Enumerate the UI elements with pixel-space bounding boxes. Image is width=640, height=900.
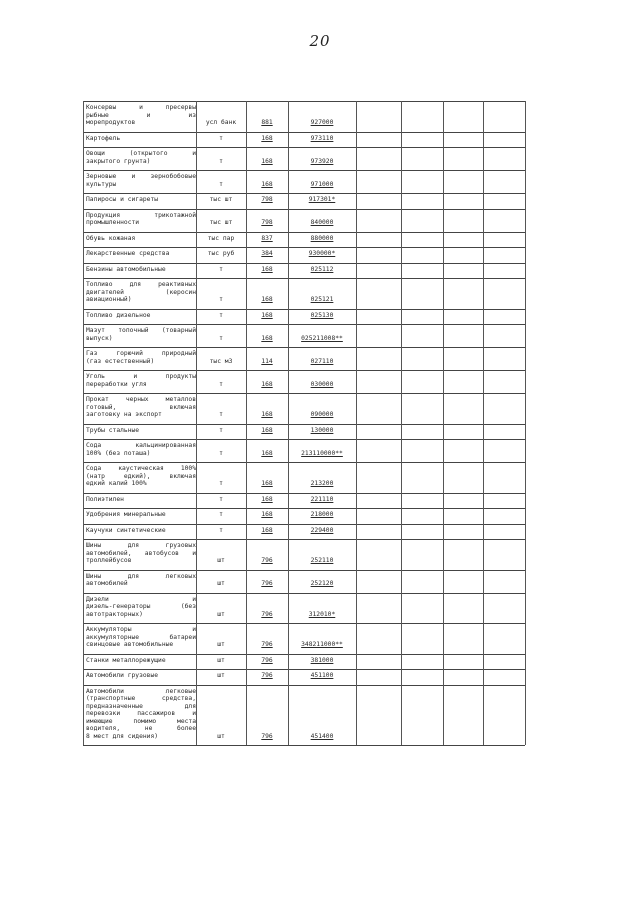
okp-code-cell: 025121 [310, 296, 334, 303]
unit-cell: т [219, 380, 223, 388]
unit-cell: т [219, 296, 223, 303]
okp-code-cell: 451400 [310, 732, 334, 740]
okp-code-cell: 090000 [310, 411, 334, 418]
column-divider [83, 101, 84, 745]
product-name-cell [86, 327, 196, 342]
product-name-cell [86, 266, 196, 274]
product-name-line: едкий калий 100% [86, 480, 147, 487]
table-row [83, 132, 525, 148]
unit-cell: тыс руб [207, 250, 235, 257]
product-name-cell [86, 235, 196, 243]
product-name-line: Каучуки синтетические [86, 526, 166, 534]
product-name-line: Дизели и [86, 595, 196, 603]
product-name-line: закрытого грунта) [86, 157, 151, 165]
unit-cell: т [219, 526, 223, 534]
table-row [83, 654, 525, 670]
product-name-line: переработки угля [86, 380, 147, 388]
product-name-cell [86, 135, 196, 143]
product-name-line: Топливо дизельное [86, 311, 151, 319]
okp-code-cell: 027110 [310, 357, 334, 365]
column-divider [246, 101, 247, 745]
okei-code-cell: 796 [261, 656, 273, 664]
table-row [83, 593, 525, 624]
okei-code-cell: 796 [261, 580, 273, 587]
okei-code-cell: 796 [261, 610, 273, 618]
okei-code-cell: 168 [261, 411, 273, 418]
unit-cell: усл банк [205, 119, 237, 126]
okei-code-cell: 168 [261, 380, 273, 388]
product-name-cell [86, 688, 196, 741]
column-divider [401, 101, 402, 745]
product-name-line: 100% (без поташа) [86, 449, 151, 457]
okp-code-cell: 973920 [310, 157, 334, 165]
column-divider [483, 101, 484, 745]
okei-code-cell: 168 [261, 449, 273, 457]
unit-cell: т [219, 334, 223, 342]
column-divider [525, 101, 526, 745]
product-name-line: рыбные и из [86, 111, 196, 119]
okp-code-cell: 221110 [310, 495, 334, 503]
product-name-line: авиационный) [86, 296, 132, 303]
product-name-line: выпуск) [86, 334, 113, 342]
table-row [83, 347, 525, 370]
product-name-line: Аккумуляторы и [86, 626, 196, 633]
table-row [83, 193, 525, 209]
product-name-cell [86, 527, 196, 535]
table-row [83, 147, 525, 170]
product-name-line: аккумуляторные батареи [86, 633, 196, 641]
table-row [83, 101, 525, 132]
product-name-line: автомобилей, автобусов и [86, 549, 196, 557]
unit-cell: т [219, 426, 223, 434]
product-name-line: Сода кальцинированная [86, 442, 196, 449]
okp-code-cell: 381000 [310, 656, 334, 664]
okei-code-cell: 168 [261, 180, 273, 188]
product-name-cell [86, 511, 196, 519]
product-name-line: автомобилей [86, 580, 128, 587]
product-name-cell [86, 657, 196, 665]
okei-code-cell: 168 [261, 134, 273, 142]
page-number: 20 [309, 32, 331, 50]
okei-code-cell: 796 [261, 732, 273, 740]
product-name-line: Автомобили легковые [86, 687, 196, 695]
product-name-line: Шины для легковых [86, 572, 196, 580]
okei-code-cell: 168 [261, 334, 273, 342]
product-name-line: промышленности [86, 219, 140, 226]
okei-code-cell: 168 [261, 426, 273, 434]
table-row [83, 278, 525, 309]
product-name-cell [86, 442, 196, 457]
table-row [83, 424, 525, 440]
product-name-line: морепродуктов [86, 119, 136, 126]
unit-cell: тыс пар [207, 234, 235, 242]
okei-code-cell: 168 [261, 296, 273, 303]
product-name-line: (натр едкий), включая [86, 472, 196, 480]
table-row [83, 263, 525, 279]
okp-code-cell: 451100 [310, 672, 334, 679]
unit-cell: т [219, 311, 223, 319]
okei-code-cell: 168 [261, 311, 273, 319]
unit-cell: т [219, 157, 223, 165]
table-row [83, 570, 525, 593]
okp-code-cell: 213200 [310, 480, 334, 487]
statistics-table [83, 101, 525, 746]
product-name-line: имеющие помимо места [86, 717, 196, 725]
okei-code-cell: 796 [261, 672, 273, 679]
product-name-cell [86, 672, 196, 680]
product-name-cell [86, 250, 196, 258]
product-name-line: (газ естественный) [86, 357, 155, 365]
okei-code-cell: 798 [261, 196, 273, 203]
product-name-cell [86, 173, 196, 188]
table-row [83, 439, 525, 462]
okp-code-cell: 025130 [310, 311, 334, 319]
product-name-line: Автомобили грузовые [86, 672, 159, 679]
okei-code-cell: 168 [261, 480, 273, 487]
table-row [83, 324, 525, 347]
table-row [83, 232, 525, 248]
table-row [83, 493, 525, 509]
product-name-cell [86, 573, 196, 588]
product-name-line: Полиэтилен [86, 495, 124, 503]
product-name-line: Шины для грузовых [86, 542, 196, 549]
product-name-cell [86, 427, 196, 435]
product-name-cell [86, 373, 196, 388]
product-name-cell [86, 350, 196, 365]
table-row [83, 370, 525, 393]
column-divider [443, 101, 444, 745]
unit-cell: т [219, 134, 223, 142]
okp-code-cell: 218000 [310, 511, 334, 518]
unit-cell: т [219, 511, 223, 518]
okp-code-cell: 971000 [310, 180, 334, 188]
product-name-line: дизель-генераторы (без [86, 603, 196, 610]
table-row [83, 393, 525, 424]
okei-code-cell: 168 [261, 265, 273, 273]
product-name-line: готовый, включая [86, 403, 196, 411]
table-row [83, 669, 525, 685]
product-name-line: Топливо для реактивных [86, 281, 196, 288]
unit-cell: т [219, 180, 223, 188]
okp-code-cell: 880000 [310, 234, 334, 242]
okei-code-cell: 384 [261, 250, 273, 257]
unit-cell: т [219, 495, 223, 503]
okei-code-cell: 881 [261, 119, 273, 126]
unit-cell: тыс шт [209, 219, 233, 226]
product-name-line: Уголь и продукты [86, 373, 196, 380]
product-name-line: Станки металлорежущие [86, 656, 166, 664]
unit-cell: т [219, 480, 223, 487]
product-name-cell [86, 396, 196, 419]
product-name-line: перевозки пассажиров и [86, 710, 196, 717]
okei-code-cell: 796 [261, 641, 273, 648]
table-row [83, 170, 525, 193]
product-name-line: водителя, не более [86, 725, 196, 732]
product-name-line: двигателей (керосин [86, 288, 196, 296]
okei-code-cell: 168 [261, 495, 273, 503]
product-name-line: (транспортные средства, [86, 695, 196, 702]
table-row [83, 539, 525, 570]
product-name-line: Бензины автомобильные [86, 265, 166, 273]
okp-code-cell: 348211000** [301, 641, 343, 648]
product-name-line: Удобрения минеральные [86, 511, 166, 518]
product-name-line: заготовку на экспорт [86, 411, 162, 418]
okp-code-cell: 927000 [310, 119, 334, 126]
product-name-cell [86, 312, 196, 320]
unit-cell: шт [217, 557, 225, 564]
okei-code-cell: 837 [261, 234, 273, 242]
okp-code-cell: 229400 [310, 526, 334, 534]
unit-cell: тыс шт [209, 196, 233, 203]
product-name-line: свинцовые автомобильные [86, 641, 174, 648]
product-name-line: Прокат черных металлов [86, 396, 196, 403]
product-name-line: Овощи (открытого и [86, 150, 196, 157]
unit-cell: шт [217, 580, 225, 587]
product-name-line: Сода каустическая 100% [86, 465, 196, 472]
table-row [83, 209, 525, 232]
product-name-cell [86, 196, 196, 204]
column-divider [288, 101, 289, 745]
product-name-line: Картофель [86, 134, 121, 142]
table-row [83, 309, 525, 325]
table-row [83, 462, 525, 493]
row-divider [83, 745, 525, 746]
okp-code-cell: 917301* [308, 196, 336, 203]
okp-code-cell: 025112 [310, 265, 334, 273]
okp-code-cell: 973110 [310, 134, 334, 142]
unit-cell: шт [217, 672, 225, 679]
column-divider [356, 101, 357, 745]
product-name-line: троллейбусов [86, 557, 132, 564]
product-name-line: 8 мест для сидения) [86, 732, 159, 740]
product-name-line: Трубы стальные [86, 426, 140, 434]
product-name-cell [86, 626, 196, 649]
table-row [83, 524, 525, 540]
product-name-cell [86, 542, 196, 565]
table-row [83, 247, 525, 263]
product-name-cell [86, 281, 196, 304]
product-name-cell [86, 212, 196, 227]
product-name-line: Папиросы и сигареты [86, 196, 159, 203]
column-divider [196, 101, 197, 745]
product-name-line: автотракторных) [86, 610, 143, 618]
unit-cell: тыс м3 [209, 357, 233, 365]
unit-cell: шт [217, 732, 225, 740]
unit-cell: шт [217, 656, 225, 664]
table-row [83, 508, 525, 524]
product-name-line: предназначенные для [86, 702, 196, 710]
table-row [83, 623, 525, 654]
unit-cell: шт [217, 610, 225, 618]
table-row [83, 685, 525, 746]
product-name-cell [86, 596, 196, 619]
unit-cell: т [219, 265, 223, 273]
okei-code-cell: 114 [261, 357, 273, 365]
product-name-line: Газ горючий природный [86, 350, 196, 357]
product-name-cell [86, 104, 196, 127]
unit-cell: т [219, 449, 223, 457]
unit-cell: шт [217, 641, 225, 648]
product-name-cell [86, 496, 196, 504]
okp-code-cell: 213110000** [301, 449, 343, 457]
product-name-line: Зерновые и зернобобовые [86, 173, 196, 180]
okp-code-cell: 025211008** [301, 334, 343, 342]
okp-code-cell: 312010* [308, 610, 336, 618]
okei-code-cell: 168 [261, 157, 273, 165]
unit-cell: т [219, 411, 223, 418]
product-name-line: Продукция трикотажной [86, 211, 196, 219]
okp-code-cell: 930000* [308, 250, 336, 257]
okp-code-cell: 030000 [310, 380, 334, 388]
product-name-line: Мазут топочный (товарный [86, 327, 196, 334]
product-name-cell [86, 465, 196, 488]
product-name-line: Лекарственные средства [86, 250, 170, 257]
okp-code-cell: 252120 [310, 580, 334, 587]
okei-code-cell: 796 [261, 557, 273, 564]
okei-code-cell: 168 [261, 511, 273, 518]
okei-code-cell: 798 [261, 219, 273, 226]
product-name-line: Консервы и пресервы [86, 104, 196, 111]
okp-code-cell: 840000 [310, 219, 334, 226]
okp-code-cell: 130000 [310, 426, 334, 434]
product-name-cell [86, 150, 196, 165]
okp-code-cell: 252110 [310, 557, 334, 564]
okei-code-cell: 168 [261, 526, 273, 534]
product-name-line: Обувь кожаная [86, 234, 136, 242]
product-name-line: культуры [86, 180, 117, 188]
